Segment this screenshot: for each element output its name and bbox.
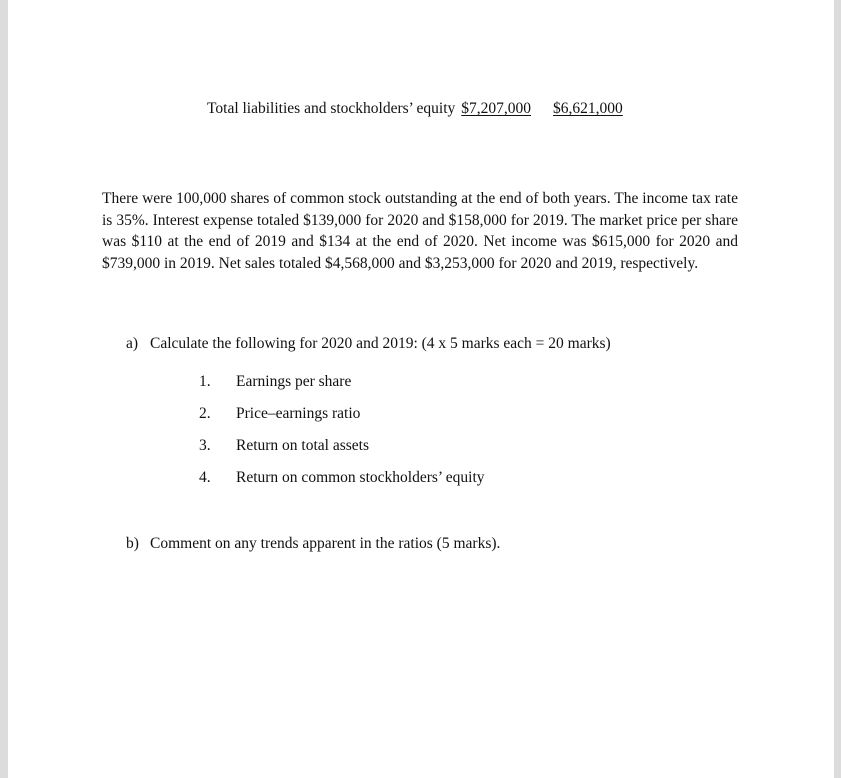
list-item-number: 4. — [199, 469, 211, 486]
problem-description: There were 100,000 shares of common stock outstanding at the end of both years. The income tax rate is 35%. Interest expense totaled $139,000 for 2020 and $158,000 for 2019. The market price per share was $110 at the end of 2019 and $134 at the end of 2020. Net income was $615,000 for 2020 and $739,000 in 2019. Net sales totaled $4,568,000 and $3,253,000 for 2020 and 2019, respectively. — [102, 190, 738, 272]
list-item — [199, 405, 360, 423]
list-item-text: Earnings per share — [236, 373, 352, 390]
list-item-number: 1. — [199, 373, 211, 390]
list-item-text: Return on common stockholders’ equity — [236, 469, 485, 486]
question-a-marker: a) — [126, 335, 139, 352]
question-b — [126, 535, 500, 553]
list-item-text: Price–earnings ratio — [236, 405, 361, 422]
question-a-text: Calculate the following for 2020 and 2019: (4 x 5 marks each = 20 marks) — [150, 335, 611, 352]
document-page — [8, 0, 834, 778]
question-a — [126, 335, 611, 353]
total-liabilities-equity-line — [207, 100, 623, 118]
list-item-number: 2. — [199, 405, 211, 422]
list-item — [199, 437, 369, 455]
list-item-number: 3. — [199, 437, 211, 454]
list-item — [199, 373, 351, 391]
list-item-text: Return on total assets — [236, 437, 370, 454]
question-b-marker: b) — [126, 535, 139, 552]
amount-2020: $7,207,000 — [461, 100, 532, 117]
amount-2019: $6,621,000 — [553, 100, 623, 117]
question-b-text: Comment on any trends apparent in the ratios (5 marks). — [150, 535, 501, 552]
list-item — [199, 469, 485, 487]
total-liabilities-equity-label: Total liabilities and stockholders’ equity — [207, 100, 456, 117]
